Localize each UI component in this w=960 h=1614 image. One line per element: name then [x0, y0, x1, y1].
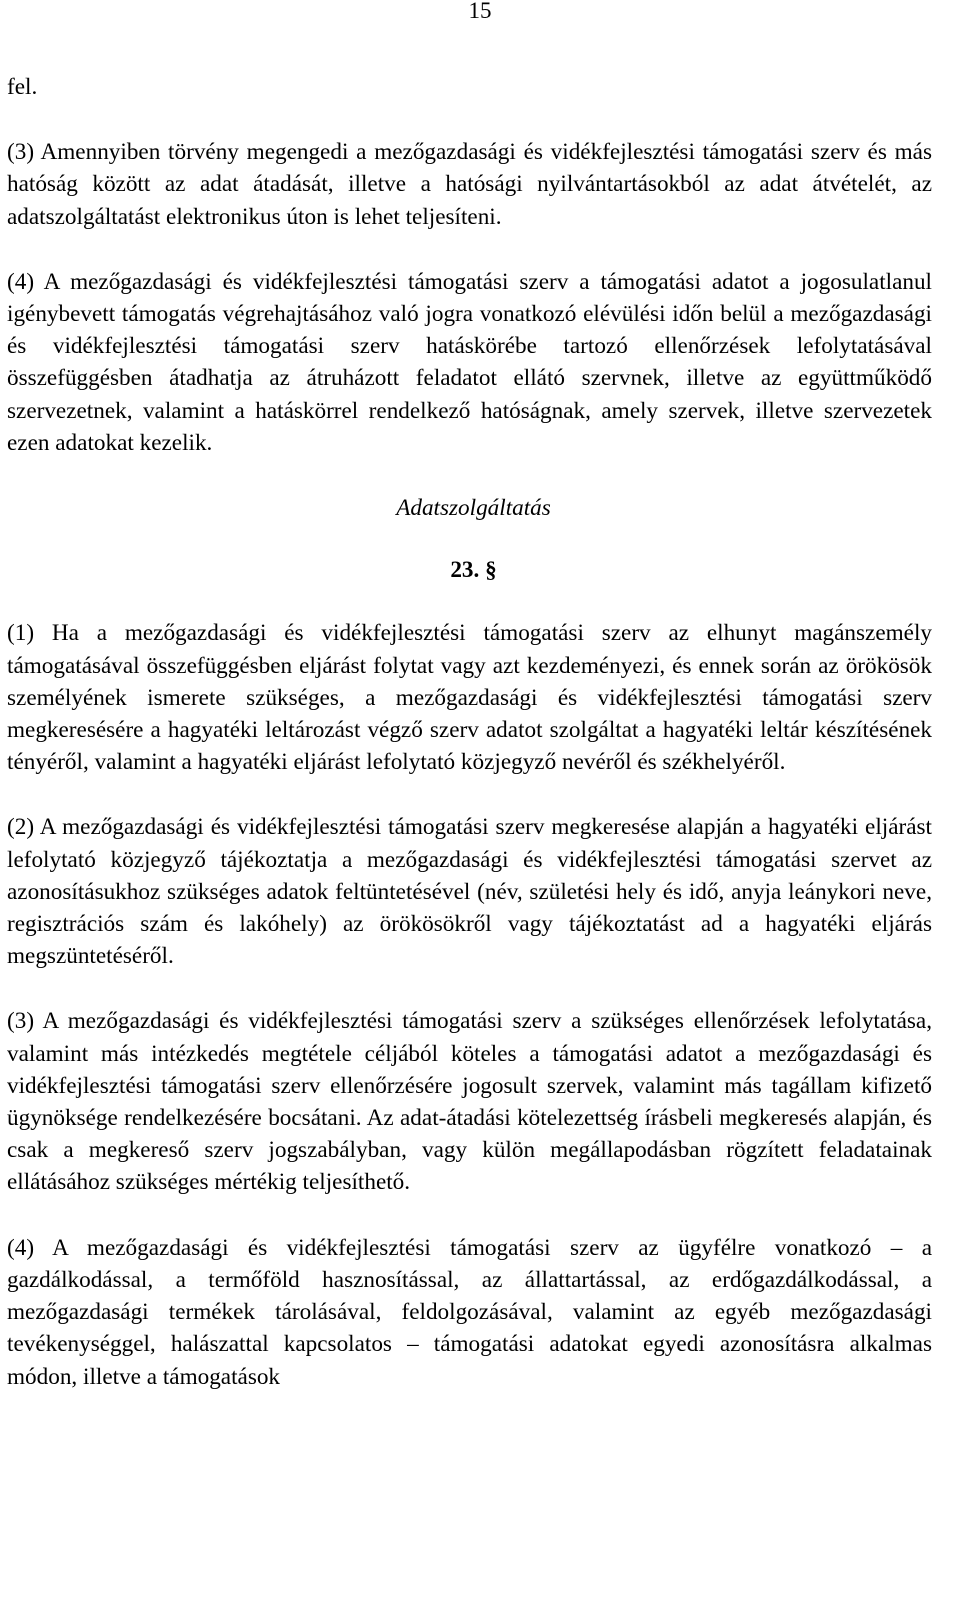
paragraph-23-3: (3) A mezőgazdasági és vidékfejlesztési támogatási szerv a szükséges ellenőrzések lefolytatása, valamint más intézkedés megtétele céljából köteles a támogatási adatot a mezőgazdasági és vidékfejlesztési támogatási szerv ellenőrzésére jogosult szervek, valamint más tagállam kifizető ügynöksége rendelkezésére bocsátani. Az adat-átadási kötelezettség írásbeli megkeresés alapján, és csak a megkereső szerv jogszabályban, vagy külön megállapodásban rögzített feladatainak ellátásához szükséges mértékig teljesíthető.	[7, 1008, 932, 1196]
paragraph-continuation: fel.	[7, 74, 38, 100]
paragraph-23-4: (4) A mezőgazdasági és vidékfejlesztési támogatási szerv az ügyfélre vonatkozó – a gazdálkodással, a termőföld hasznosítással, az állattartással, az erdőgazdálkodással, a mezőgazdasági termékek tárolásával, feldolgozásával, valamint az egyéb mezőgazdasági tevékenységgel, halászattal kapcsolatos – támogatási adatokat egyedi azonosításra alkalmas módon, illetve a támogatások	[7, 1234, 932, 1390]
paragraph-22-4: (4) A mezőgazdasági és vidékfejlesztési támogatási szerv a támogatási adatot a jogosulatlanul igénybevett támogatás végrehajtásához való jogra vonatkozó elévülési időn belül a mezőgazdasági és vidékfejlesztési támogatási szerv hatáskörébe tartozó ellenőrzések lefolytatásával összefüggésben átadhatja az átruházott feladatot ellátó szervnek, illetve az együttműködő szervezetnek, valamint a hatáskörrel rendelkező hatóságnak, amely szervek, illetve szervezetek ezen adatokat kezelik.	[7, 268, 932, 456]
paragraph-22-3: (3) Amennyiben törvény megengedi a mezőgazdasági és vidékfejlesztési támogatási szerv és más hatóság között az adat átadását, illetve a hatósági nyilvántartásokból az adat átvételét, az adatszolgáltatást elektronikus úton is lehet teljesíteni.	[7, 139, 932, 230]
document-body	[7, 71, 932, 1393]
section-title: Adatszolgáltatás	[396, 495, 551, 522]
paragraph-23-1: (1) Ha a mezőgazdasági és vidékfejlesztési támogatási szerv az elhunyt magánszemély támogatásával összefüggésben eljárást folytat vagy azt kezdeményezi, és ennek során az örökösök személyének ismerete szükséges, a mezőgazdasági és vidékfejlesztési támogatási szerv megkeresésére a hagyatéki leltározást végző szerv adatot szolgáltat a hagyatéki leltár készítésének tényéről, valamint a hagyatéki eljárást lefolytató közjegyző nevéről és székhelyéről.	[7, 620, 932, 776]
paragraph-23-2: (2) A mezőgazdasági és vidékfejlesztési támogatási szerv megkeresése alapján a hagyatéki eljárást lefolytató közjegyző tájékoztatja a mezőgazdasági és vidékfejlesztési támogatási szervet az azonosításukhoz szükséges adatok feltüntetésével (név, születési hely és idő, anyja leánykori neve, regisztrációs szám és lakóhely) az örökösökről vagy tájékoztatást ad a hagyatéki eljárás megszüntetéséről.	[7, 814, 932, 970]
page-number: 15	[468, 0, 492, 23]
section-number: 23. §	[450, 557, 497, 584]
